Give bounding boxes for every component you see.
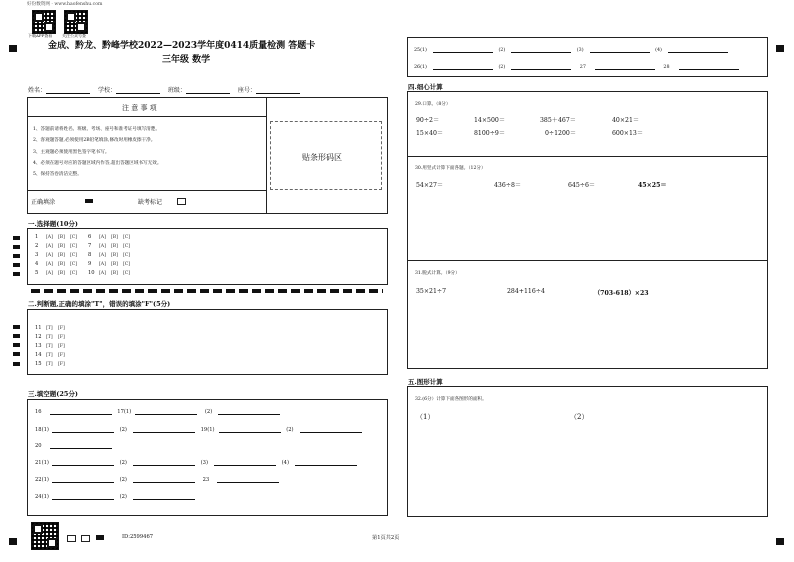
- side-mark: [13, 325, 20, 329]
- fill-label: 19(1): [200, 427, 215, 433]
- choice-row: [88, 234, 132, 240]
- choice-bubble[interactable]: [T]: [46, 353, 53, 358]
- choice-bubble[interactable]: [B]: [111, 253, 118, 258]
- q30-item: 54×27＝: [416, 182, 444, 189]
- fill-label: (2): [498, 65, 506, 70]
- question-number: 12: [35, 334, 42, 340]
- choice-bubble[interactable]: [T]: [46, 344, 53, 349]
- fill-label: 26(1): [414, 65, 427, 70]
- choice-bubble[interactable]: [B]: [111, 235, 118, 240]
- fill-answer[interactable]: [679, 63, 739, 70]
- absent-mark-checkbox[interactable]: [177, 198, 186, 205]
- choice-bubble[interactable]: [B]: [58, 271, 65, 276]
- choice-bubble[interactable]: [B]: [111, 262, 118, 267]
- fill-label: 28: [663, 65, 670, 70]
- question-number: 10: [88, 270, 95, 276]
- fill-label: (2): [204, 409, 213, 415]
- question-number: 8: [88, 252, 92, 258]
- choice-row: [35, 252, 79, 258]
- question-number: 13: [35, 343, 42, 349]
- choice-bubble[interactable]: [F]: [58, 353, 65, 358]
- choice-bubble[interactable]: [B]: [58, 235, 65, 240]
- choice-bubble[interactable]: [A]: [46, 253, 53, 258]
- q32-label: 32.(6分）计算下面各图形的面积。: [415, 397, 487, 402]
- choice-row: [35, 334, 67, 340]
- section4-box: [407, 91, 768, 369]
- fill-row-4: [35, 459, 357, 466]
- q29-item: 8100÷9＝: [474, 130, 506, 137]
- qr-label-app: 下载APP查看: [28, 33, 53, 38]
- qr-code-footer[interactable]: [31, 522, 59, 550]
- side-mark: [13, 352, 20, 356]
- side-mark: [13, 334, 20, 338]
- choice-bubble[interactable]: [F]: [58, 335, 65, 340]
- side-mark: [13, 236, 20, 240]
- choice-bubble[interactable]: [C]: [123, 271, 131, 276]
- fill-answer[interactable]: [668, 46, 728, 53]
- choice-bubble[interactable]: [B]: [58, 253, 65, 258]
- fill-answer[interactable]: [511, 46, 571, 53]
- fill-label: (2): [286, 427, 294, 433]
- choice-bubble[interactable]: [C]: [123, 253, 131, 258]
- side-mark: [13, 245, 20, 249]
- choice-bubble[interactable]: [B]: [111, 244, 118, 249]
- fill-label: (2): [119, 460, 127, 466]
- page-title: 金成、黔龙、黔峰学校2022—2023学年度0414质量检测 答题卡: [48, 41, 316, 51]
- qr-code-wechat[interactable]: [64, 10, 88, 34]
- fill-row-5: [35, 476, 279, 483]
- fill-answer[interactable]: [133, 493, 195, 500]
- side-mark: [13, 362, 20, 366]
- question-number: 2: [35, 243, 39, 249]
- choice-bubble[interactable]: [A]: [46, 262, 53, 267]
- q29-item: 385＋467＝: [540, 117, 576, 124]
- question-number: 9: [88, 261, 92, 267]
- choice-row: [35, 261, 79, 267]
- fill-answer[interactable]: [433, 46, 493, 53]
- choice-bubble[interactable]: [C]: [70, 244, 78, 249]
- fill-label: (2): [498, 48, 506, 53]
- choice-bubble[interactable]: [A]: [46, 235, 53, 240]
- registration-mark-top-right: [776, 45, 784, 52]
- choice-bubble[interactable]: [A]: [99, 244, 106, 249]
- question-number: 7: [88, 243, 92, 249]
- notice-item-3: 3、主观题必须使用黑色签字笔书写。: [33, 150, 110, 155]
- fill-answer[interactable]: [133, 459, 195, 466]
- school-label: 学校：: [97, 87, 116, 94]
- q29-divider: [407, 156, 768, 157]
- fill-answer[interactable]: [218, 408, 280, 415]
- registration-mark-top-left: [9, 45, 17, 52]
- fill-label: 20: [35, 443, 42, 449]
- choice-bubble[interactable]: [A]: [46, 244, 53, 249]
- choice-bubble[interactable]: [B]: [111, 271, 118, 276]
- fill-label: 23: [202, 477, 210, 483]
- choice-row: [35, 343, 67, 349]
- choice-bubble[interactable]: [F]: [58, 326, 65, 331]
- choice-row: [88, 243, 132, 249]
- fill-answer[interactable]: [133, 426, 195, 433]
- choice-row: [88, 252, 132, 258]
- choice-bubble[interactable]: [C]: [70, 253, 78, 258]
- name-field[interactable]: [46, 87, 90, 94]
- q31-label: 31.脱式计算。（9分）: [415, 271, 460, 276]
- notice-item-5: 5、保持答卷清洁完整。: [33, 172, 82, 177]
- question-number: 1: [35, 234, 39, 240]
- choice-row: [35, 325, 67, 331]
- fill-answer[interactable]: [295, 459, 357, 466]
- section3-title: 三.填空题(25分): [28, 390, 78, 398]
- fill-label: (2): [119, 494, 127, 500]
- question-number: 14: [35, 352, 42, 358]
- fill-label: (2): [119, 427, 127, 433]
- registration-mark-bottom-left: [9, 538, 17, 545]
- footer-page: 第1页共2页: [372, 535, 400, 541]
- choice-bubble[interactable]: [B]: [58, 262, 65, 267]
- fill-answer[interactable]: [219, 426, 281, 433]
- fill-answer[interactable]: [52, 493, 114, 500]
- fill-label: 24(1): [35, 494, 49, 500]
- fill-answer[interactable]: [52, 459, 114, 466]
- q29-item: 90÷2＝: [416, 117, 440, 124]
- question-number: 5: [35, 270, 39, 276]
- right-fill-row-1: [414, 46, 728, 53]
- section2-box: [27, 309, 388, 375]
- choice-bubble[interactable]: [C]: [70, 262, 78, 267]
- question-number: 3: [35, 252, 39, 258]
- side-mark: [13, 343, 20, 347]
- fill-answer[interactable]: [300, 426, 362, 433]
- qr-label-wechat: 关注公众号查: [62, 33, 86, 38]
- q29-item: 600×13＝: [612, 130, 644, 137]
- qr-code-app[interactable]: [32, 10, 56, 34]
- class-label: 班级：: [167, 87, 186, 94]
- choice-bubble[interactable]: [C]: [70, 271, 78, 276]
- section1-timing-marks: [31, 289, 383, 293]
- section1-title: 一.选择题(10分): [28, 220, 78, 228]
- choice-bubble[interactable]: [T]: [46, 335, 53, 340]
- class-field[interactable]: [186, 87, 230, 94]
- choice-bubble[interactable]: [A]: [46, 271, 53, 276]
- q32-part-1: （1）: [416, 413, 435, 421]
- fill-label: 21(1): [35, 460, 49, 466]
- notice-item-2: 2、客观题答题,必须使用2B铅笔填涂,修改时用橡皮擦干净。: [33, 138, 156, 143]
- fill-answer[interactable]: [50, 408, 112, 415]
- q29-item: 40×21＝: [612, 117, 640, 124]
- choice-row: [88, 270, 132, 276]
- fill-label: 27: [579, 65, 586, 70]
- notice-divider: [266, 97, 267, 214]
- choice-row: [35, 234, 79, 240]
- choice-bubble[interactable]: [A]: [99, 253, 106, 258]
- fill-answer[interactable]: [133, 476, 195, 483]
- q30-item: 645÷6＝: [568, 182, 596, 189]
- section5-title: 五.图形计算: [408, 378, 443, 386]
- seat-label: 座号：: [237, 87, 256, 94]
- fill-label: 18(1): [35, 427, 49, 433]
- q31-item: （703-618）×23: [594, 290, 649, 297]
- q30-item: 436÷8＝: [494, 182, 522, 189]
- fill-label: 16: [35, 409, 42, 415]
- choice-bubble[interactable]: [C]: [123, 235, 131, 240]
- fill-answer[interactable]: [52, 426, 114, 433]
- choice-bubble[interactable]: [B]: [58, 244, 65, 249]
- question-number: 4: [35, 261, 39, 267]
- fill-answer[interactable]: [595, 63, 655, 70]
- footer-filled-box: [96, 535, 104, 540]
- fill-label: (4): [655, 48, 662, 53]
- choice-bubble[interactable]: [F]: [58, 344, 65, 349]
- q30-item: 45×25＝: [638, 182, 667, 189]
- fill-answer[interactable]: [214, 459, 276, 466]
- fill-answer[interactable]: [590, 46, 650, 53]
- fill-answer[interactable]: [217, 476, 279, 483]
- side-mark: [13, 263, 20, 267]
- question-number: 15: [35, 361, 42, 367]
- choice-row: [35, 243, 79, 249]
- section1-box: [27, 228, 388, 285]
- name-label: 姓名：: [28, 87, 47, 94]
- absent-mark-label: 缺考标记: [138, 199, 163, 206]
- q29-item: 0÷1200＝: [545, 130, 577, 137]
- page-subtitle: 三年级 数学: [162, 55, 211, 65]
- q29-item: 15×40＝: [416, 130, 444, 137]
- notice-item-4: 4、必须在题号对应的答题区域内作答,超出答题区域书写无效。: [33, 161, 162, 166]
- school-field[interactable]: [116, 87, 160, 94]
- q31-item: 284+116÷4: [507, 288, 545, 295]
- q30-divider: [407, 260, 768, 261]
- question-number: 6: [88, 234, 92, 240]
- fill-row-1: [35, 408, 280, 415]
- fill-label: (2): [119, 477, 127, 483]
- site-text: 好份数资网 · www.haofenshu.com: [27, 2, 103, 7]
- fill-label: (3): [200, 460, 208, 466]
- choice-bubble[interactable]: [C]: [123, 244, 131, 249]
- question-number: 11: [35, 325, 42, 331]
- q29-item: 14×500＝: [474, 117, 506, 124]
- fill-label: 17(1): [117, 409, 132, 415]
- barcode-label: 贴条形码区: [302, 153, 342, 162]
- choice-row: [88, 261, 132, 267]
- notice-item-1: 1、答题前请将姓名、班级、考场、座号和准考证号填写清楚。: [33, 127, 160, 132]
- choice-bubble[interactable]: [A]: [99, 235, 106, 240]
- right-top-box: [407, 37, 768, 77]
- correct-fill-sample: [85, 199, 93, 203]
- footer-box-2: [81, 535, 90, 542]
- choice-bubble[interactable]: [F]: [58, 362, 65, 367]
- seat-field[interactable]: [256, 87, 300, 94]
- notice-bottom-bar: [27, 190, 267, 191]
- student-info-row: [28, 85, 300, 94]
- notice-title: 注 意 事 项: [122, 104, 157, 112]
- q30-label: 30.用竖式计算下面各题。（12分）: [415, 166, 486, 171]
- registration-mark-bottom-right: [776, 538, 784, 545]
- fill-label: (4): [281, 460, 289, 466]
- fill-row-6: [35, 493, 195, 500]
- fill-label: (3): [576, 48, 584, 53]
- fill-answer[interactable]: [135, 408, 197, 415]
- choice-bubble[interactable]: [T]: [46, 326, 53, 331]
- fill-answer[interactable]: [50, 442, 112, 449]
- footer-box-1: [67, 535, 76, 542]
- fill-answer[interactable]: [52, 476, 114, 483]
- choice-bubble[interactable]: [C]: [70, 235, 78, 240]
- fill-answer[interactable]: [433, 63, 493, 70]
- fill-label: 25(1): [414, 48, 427, 53]
- choice-row: [35, 361, 67, 367]
- choice-bubble[interactable]: [T]: [46, 362, 53, 367]
- section4-title: 四.细心计算: [408, 83, 443, 91]
- fill-row-2: [35, 426, 362, 433]
- choice-row: [35, 352, 67, 358]
- fill-row-3: [35, 442, 112, 449]
- choice-bubble[interactable]: [A]: [99, 271, 106, 276]
- right-fill-row-2: [414, 63, 739, 70]
- side-mark: [13, 254, 20, 258]
- q31-item: 35×21÷7: [416, 288, 447, 295]
- q32-part-2: （2）: [570, 413, 589, 421]
- footer-id: ID:2599467: [122, 534, 154, 540]
- fill-answer[interactable]: [511, 63, 571, 70]
- section2-title: 二.判断题,正确的填涂"T"，错误的填涂"F"(5分): [28, 300, 171, 308]
- choice-row: [35, 270, 79, 276]
- side-mark: [13, 272, 20, 276]
- fill-label: 22(1): [35, 477, 49, 483]
- choice-bubble[interactable]: [C]: [123, 262, 131, 267]
- correct-fill-label: 正确填涂: [31, 199, 56, 206]
- section5-box: [407, 386, 768, 517]
- q29-label: 29.口算。（8分）: [415, 102, 451, 107]
- choice-bubble[interactable]: [A]: [99, 262, 106, 267]
